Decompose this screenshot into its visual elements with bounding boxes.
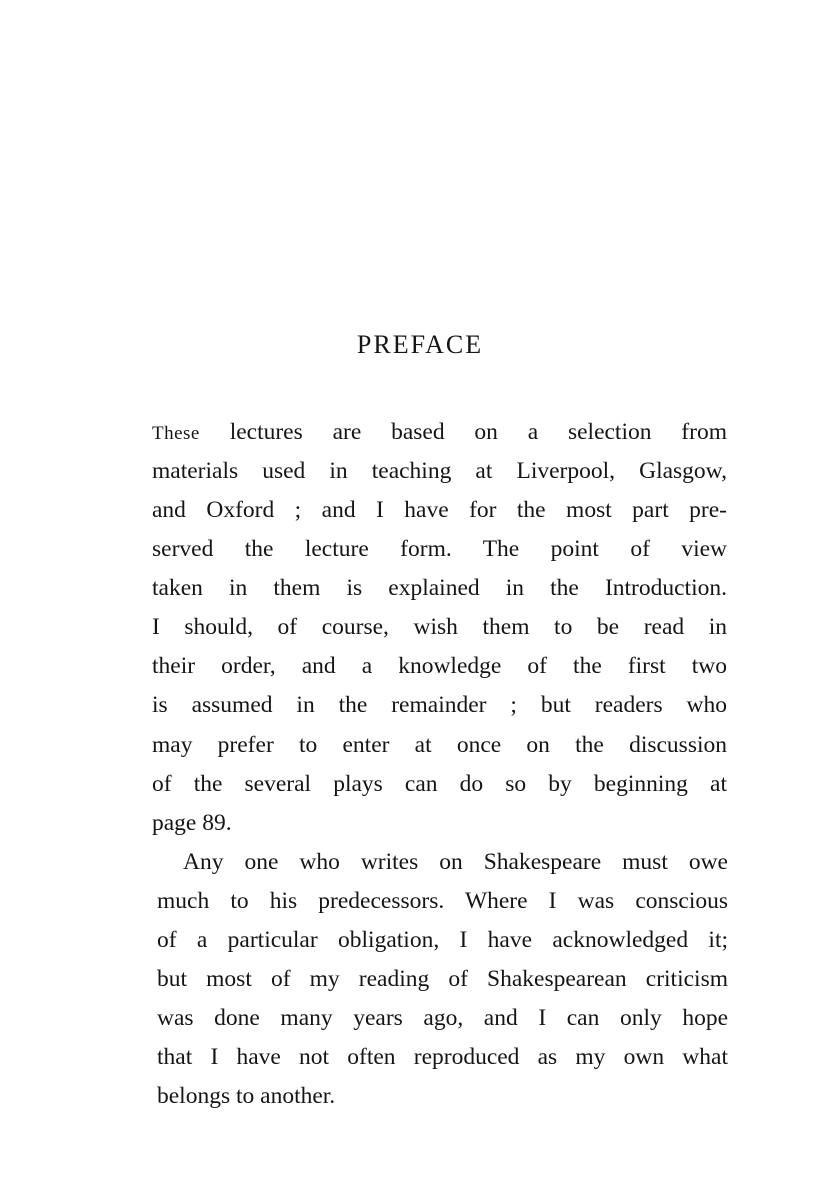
page-title: PREFACE: [356, 330, 484, 359]
paragraph-line: of a particular obligation, I have acknowledged it;: [157, 927, 728, 953]
paragraph-line: of the several plays can do so by beginning at: [152, 771, 727, 797]
paragraph-line: and Oxford ; and I have for the most part pre-: [152, 497, 727, 523]
first-line-text: lectures are based on a selection from: [199, 419, 727, 445]
paragraph-line: but most of my reading of Shakespearean criticism: [157, 966, 728, 992]
paragraph-line: served the lecture form. The point of view: [152, 536, 727, 562]
paragraph-line: belongs to another.: [157, 1083, 336, 1109]
small-caps-lead-word: These: [152, 423, 200, 444]
paragraph-line: taken in them is explained in the Introduction.: [152, 575, 727, 601]
paragraph-line: that I have not often reproduced as my own what: [157, 1044, 728, 1070]
paragraph-line: page 89.: [152, 810, 232, 836]
paragraph-line: is assumed in the remainder ; but readers who: [152, 692, 727, 718]
paragraph-line: [152, 416, 727, 448]
paragraph-line: Any one who writes on Shakespeare must owe: [183, 849, 728, 875]
paragraph-line: may prefer to enter at once on the discussion: [152, 732, 727, 758]
paragraph-line: much to his predecessors. Where I was conscious: [157, 888, 728, 914]
paragraph-line: their order, and a knowledge of the first two: [152, 653, 727, 679]
paragraph-line: I should, of course, wish them to be read in: [152, 614, 727, 640]
paragraph-line: was done many years ago, and I can only hope: [157, 1005, 728, 1031]
paragraph-line: materials used in teaching at Liverpool, Glasgow,: [152, 458, 727, 484]
